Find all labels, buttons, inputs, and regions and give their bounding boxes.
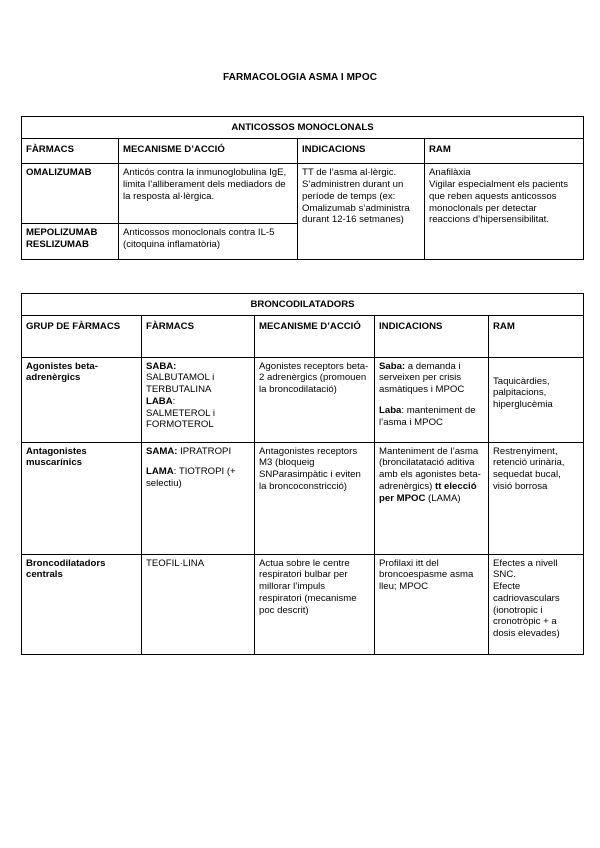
- drug-name: MEPOLIZUMAB: [26, 227, 98, 239]
- drug-group-cell: Broncodilatadors centrals: [22, 554, 142, 654]
- column-header: RAM: [489, 315, 584, 357]
- table-row: [22, 357, 584, 442]
- adverse-reaction-line: Anafilàxia: [429, 167, 471, 179]
- drug-cell: [22, 224, 119, 260]
- drug-cell: OMALIZUMAB: [22, 164, 119, 224]
- mechanism-cell: Anticossos monoclonals contra IL-5 (citoquina inflamatòria): [119, 224, 298, 260]
- table-caption-row: [22, 117, 584, 139]
- column-header: FÀRMACS: [142, 315, 255, 357]
- column-header: FÀRMACS: [22, 138, 119, 164]
- adverse-reactions-text: Taquicàrdies, palpitacions, hiperglucèmia: [493, 375, 553, 411]
- adverse-reaction-line: Efecte cadriovasculars (ionotropic i cronotròpic + a dosis elevades): [493, 581, 560, 639]
- column-header: GRUP DE FÀRMACS: [22, 315, 142, 357]
- table-caption: ANTICOSSOS MONOCLONALS: [22, 117, 584, 139]
- indications-cell: Profilaxi itt del broncoespasme asma lleu; MPOC: [375, 554, 489, 654]
- drug-names: IPRATROPI: [177, 445, 232, 457]
- indications-cell: TT de l’asma al·lèrgic. S’administren durant un període de temps (ex: Omalizumab s’administra durant 12-16 setmanes): [298, 164, 425, 260]
- table-row: [22, 164, 584, 224]
- drug-label: SAMA:: [146, 445, 178, 457]
- indication-text: (LAMA): [425, 492, 461, 504]
- drug-group-cell: Antagonistes muscarínics: [22, 442, 142, 554]
- page-title: FARMACOLOGIA ASMA I MPOC: [222, 72, 378, 83]
- drug-label-separator: :: [172, 395, 176, 407]
- drug-names: SALMETEROL i FORMOTEROL: [146, 407, 215, 431]
- indication-text: Manteniment de l’asma (broncilatatació aditiva amb els agonistes beta-adrenèrgics): [379, 445, 481, 492]
- indication-text: a demanda i serveixen per crisis asmàtiques i MPOC: [379, 360, 465, 396]
- adverse-reaction-line: Efectes a nivell SNC.: [493, 557, 558, 581]
- table-header-row: [22, 315, 584, 357]
- drug-label: SABA:: [146, 360, 177, 372]
- drug-label: LAMA: [146, 466, 174, 478]
- indications-cell: [375, 442, 489, 554]
- adverse-reaction-line: Vigilar especialment els pacients que reben aquests anticossos monoclonals per detectar reaccions d’hipersensibilitat.: [429, 179, 569, 226]
- drugs-cell: TEOFIL·LINA: [142, 554, 255, 654]
- drugs-cell: [142, 357, 255, 442]
- drug-name: RESLIZUMAB: [26, 239, 89, 251]
- adverse-reactions-cell: [489, 357, 584, 442]
- adverse-reactions-cell: [489, 554, 584, 654]
- mechanism-cell: Actua sobre le centre respiratori bulbar per millorar l’impuls respiratori (mecanisme poc descrit): [255, 554, 375, 654]
- drug-names: : TIOTROPI (+ selectiu): [146, 466, 236, 490]
- monoclonal-antibodies-table: [21, 116, 584, 260]
- drugs-cell: [142, 442, 255, 554]
- column-header: MECANISME D’ACCIÓ: [255, 315, 375, 357]
- indication-text: : manteniment de l’asma i MPOC: [379, 404, 476, 428]
- indications-cell: [375, 357, 489, 442]
- drug-label: LABA: [146, 395, 173, 407]
- indication-label: Laba: [379, 404, 402, 416]
- bronchodilators-table: [21, 293, 584, 655]
- table-caption-row: [22, 294, 584, 316]
- table-row: [22, 442, 584, 554]
- indication-label: Saba:: [379, 360, 406, 372]
- table-row: [22, 554, 584, 654]
- column-header: RAM: [425, 138, 584, 164]
- indication-emphasis: tt elecció per MPOC: [379, 480, 477, 504]
- drug-names: SALBUTAMOL i TERBUTALINA: [146, 372, 215, 396]
- mechanism-cell: Antagonistes receptors M3 (bloqueig SNParasimpàtic i eviten la broncoconstricció): [255, 442, 375, 554]
- adverse-reactions-cell: [425, 164, 584, 260]
- adverse-reactions-cell: Restrenyiment, retenció urinària, sequedat bucal, visió borrosa: [489, 442, 584, 554]
- table-caption: BRONCODILATADORS: [22, 294, 584, 316]
- column-header: INDICACIONS: [298, 138, 425, 164]
- table-header-row: [22, 138, 584, 164]
- drug-group-cell: Agonistes beta-adrenèrgics: [22, 357, 142, 442]
- mechanism-cell: Anticós contra la inmunoglobulina IgE, limita l’alliberament dels mediadors de la resposta al·lèrgica.: [119, 164, 298, 224]
- column-header: MECANISME D’ACCIÓ: [119, 138, 298, 164]
- mechanism-cell: Agonistes receptors beta-2 adrenèrgics (promouen la broncodilatació): [255, 357, 375, 442]
- column-header: INDICACIONS: [375, 315, 489, 357]
